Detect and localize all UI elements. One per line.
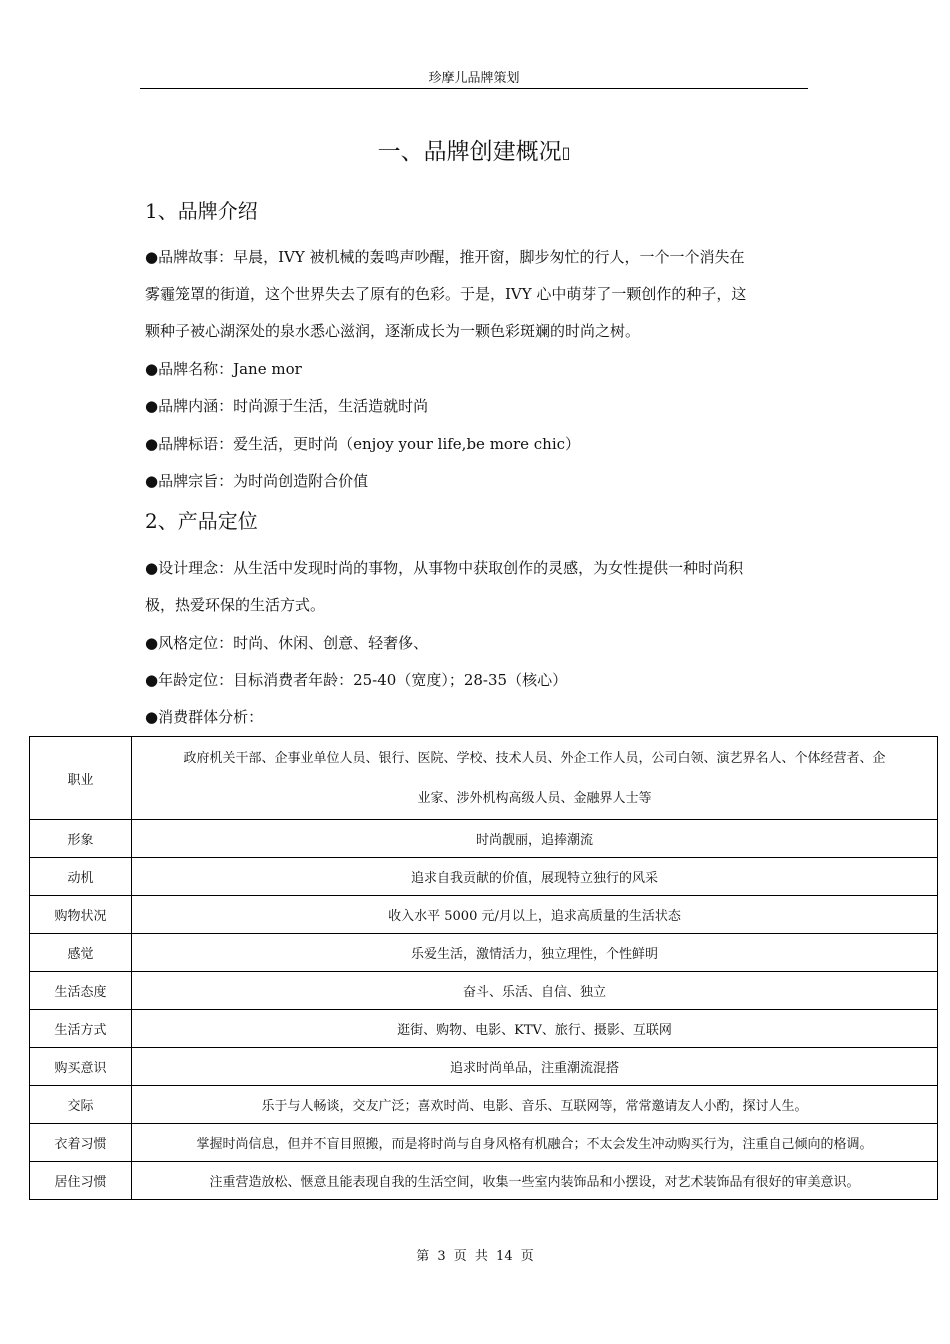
row-value: 乐于与人畅谈，交友广泛；喜欢时尚、电影、音乐、互联网等，常常邀请友人小酌，探讨人生。 (132, 1086, 938, 1124)
brand-story-line: ●品牌故事：早晨，IVY 被机械的轰鸣声吵醒，推开窗，脚步匆忙的行人，一个一个消失在 (145, 248, 745, 266)
row-label: 生活态度 (30, 972, 132, 1010)
consumer-analysis-heading: ●消费群体分析： (145, 708, 264, 726)
row-value (132, 737, 938, 820)
row-label: 动机 (30, 858, 132, 896)
row-value: 掌握时尚信息，但并不盲目照搬，而是将时尚与自身风格有机融合；不太会发生冲动购买行为，注重自己倾向的格调。 (132, 1124, 938, 1162)
style-positioning: ●风格定位：时尚、休闲、创意、轻奢侈、 (145, 634, 429, 652)
brand-story-line: 颗种子被心湖深处的泉水悉心滋润，逐渐成长为一颗色彩斑斓的时尚之树。 (145, 322, 641, 340)
row-value-line: 政府机关干部、企事业单位人员、银行、医院、学校、技术人员、外企工作人员，公司白领、演艺界名人、个体经营者、企 (183, 751, 886, 766)
row-value: 奋斗、乐活、自信、独立 (132, 972, 938, 1010)
brand-story-line: 雾霾笼罩的街道，这个世界失去了原有的色彩。于是，IVY 心中萌芽了一颗创作的种子，这 (145, 285, 747, 303)
row-label: 职业 (30, 737, 132, 820)
age-positioning: ●年龄定位：目标消费者年龄：25-40（宽度）；28-35（核心） (145, 671, 568, 689)
row-label: 衣着习惯 (30, 1124, 132, 1162)
table-row (30, 972, 938, 1010)
design-concept-line: 极，热爱环保的生活方式。 (145, 596, 326, 614)
page-header: 珍摩儿品牌策划 (428, 71, 520, 86)
row-value: 追求自我贡献的价值，展现特立独行的风采 (132, 858, 938, 896)
row-value-line: 业家、涉外机构高级人员、金融界人士等 (417, 791, 652, 806)
table-row (30, 737, 938, 820)
table-row (30, 1124, 938, 1162)
row-value: 追求时尚单品，注重潮流混搭 (132, 1048, 938, 1086)
design-concept-line: ●设计理念：从生活中发现时尚的事物，从事物中获取创作的灵感，为女性提供一种时尚积 (145, 559, 744, 577)
row-value: 时尚靓丽，追捧潮流 (132, 820, 938, 858)
brand-slogan: ●品牌标语：爱生活，更时尚（enjoy your life,be more chic） (145, 435, 581, 453)
table-row (30, 896, 938, 934)
row-label: 购买意识 (30, 1048, 132, 1086)
table-row (30, 1010, 938, 1048)
table-row (30, 934, 938, 972)
consumer-analysis-table (29, 736, 938, 1200)
table-row (30, 1162, 938, 1200)
page-title-text: 一、品牌创建概况 (377, 139, 562, 165)
row-value: 收入水平 5000 元/月以上，追求高质量的生活状态 (132, 896, 938, 934)
row-label: 形象 (30, 820, 132, 858)
missing-glyph-box: ▯ (561, 143, 571, 162)
row-label: 居住习惯 (30, 1162, 132, 1200)
page-title (140, 134, 808, 171)
header-divider (140, 88, 808, 89)
table-row (30, 820, 938, 858)
row-label: 交际 (30, 1086, 132, 1124)
design-concept (145, 550, 815, 624)
row-label: 生活方式 (30, 1010, 132, 1048)
page-number: 第 3 页 共 14 页 (416, 1249, 534, 1264)
row-value: 乐爱生活，激情活力，独立理性，个性鲜明 (132, 934, 938, 972)
brand-name: ●品牌名称：Jane mor (145, 360, 302, 378)
table-row (30, 1048, 938, 1086)
section-title-product-positioning: 2、产品定位 (145, 509, 258, 533)
brand-story (145, 239, 815, 350)
table-row (30, 858, 938, 896)
row-label: 购物状况 (30, 896, 132, 934)
row-value: 注重营造放松、惬意且能表现自我的生活空间，收集一些室内装饰品和小摆设，对艺术装饰品有很好的审美意识。 (132, 1162, 938, 1200)
table-row (30, 1086, 938, 1124)
brand-purpose: ●品牌宗旨：为时尚创造附合价值 (145, 472, 369, 490)
row-label: 感觉 (30, 934, 132, 972)
section-title-brand-intro: 1、品牌介绍 (145, 199, 258, 223)
row-value: 逛街、购物、电影、KTV、旅行、摄影、互联网 (132, 1010, 938, 1048)
brand-connotation: ●品牌内涵：时尚源于生活，生活造就时尚 (145, 397, 429, 415)
